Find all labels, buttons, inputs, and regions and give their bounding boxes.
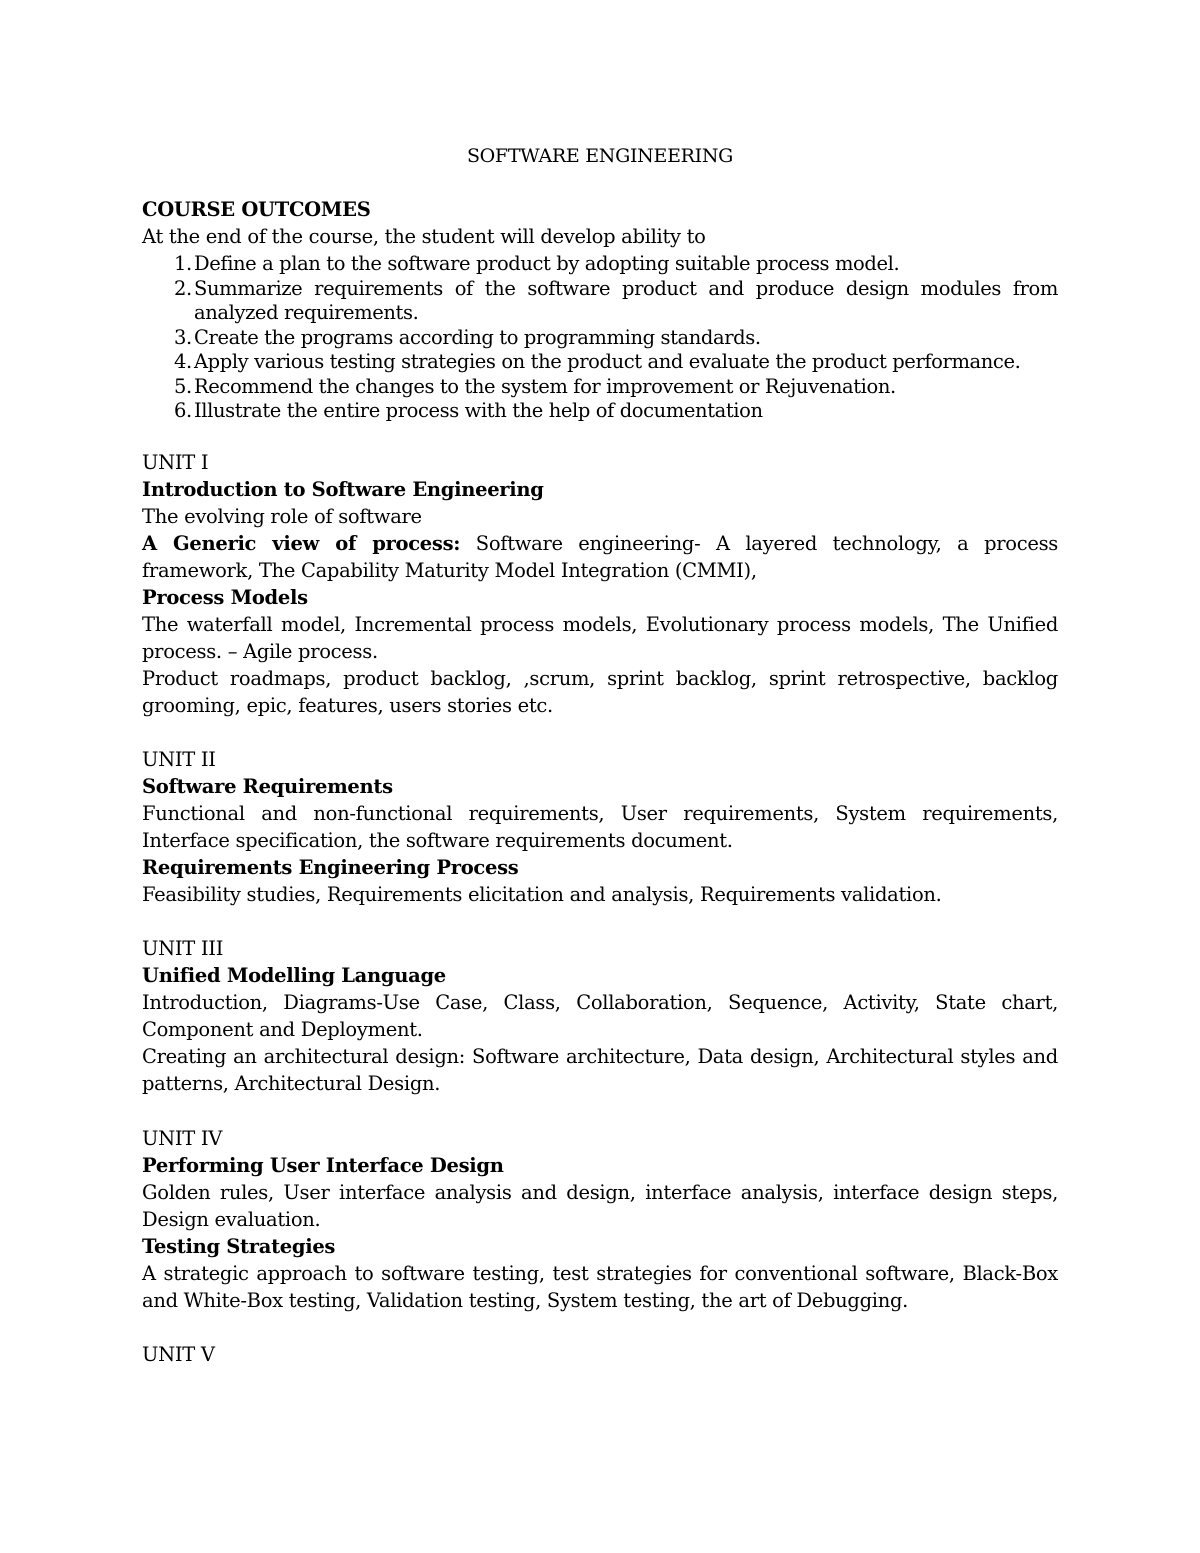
unit-1-generic-paragraph [142, 530, 1058, 584]
list-text: Apply various testing strategies on the product and evaluate the product performance. [194, 350, 1021, 373]
document-page [142, 0, 1058, 1553]
unit-1-line: The evolving role of software [142, 505, 422, 528]
agile-topics-text: Product roadmaps, product backlog, ,scrum, sprint backlog, sprint retrospective, backlog grooming, epic, features, users stories etc. [142, 667, 1058, 717]
generic-view-text: Software engineering- A layered technology, a process framework, The Capability Maturity Model Integration (CMMI), [142, 532, 1058, 582]
list-text: Illustrate the entire process with the help of documentation [194, 399, 763, 422]
page-title: SOFTWARE ENGINEERING [466, 145, 734, 167]
unit-2-text: Functional and non-functional requirements, User requirements, System requirements, Interface specification, the software requirements document. [142, 802, 1058, 852]
unit-4-text: Golden rules, User interface analysis and design, interface analysis, interface design steps, Design evaluation. [142, 1181, 1058, 1231]
outcomes-heading: COURSE OUTCOMES [142, 198, 371, 221]
generic-view-label: A Generic view of process: [142, 532, 461, 555]
list-item [142, 252, 1058, 277]
outcomes-intro: At the end of the course, the student will develop ability to [142, 225, 706, 248]
list-number: 6. [174, 399, 192, 422]
list-text: Create the programs according to programming standards. [194, 325, 761, 349]
unit-3-text: Introduction, Diagrams-Use Case, Class, Collaboration, Sequence, Activity, State chart, Component and Deployment. [142, 991, 1058, 1041]
unit-4-heading: Performing User Interface Design [142, 1154, 504, 1177]
process-models-heading: Process Models [142, 586, 308, 609]
list-number: 2. [174, 276, 192, 300]
unit-3-text-2: Creating an architectural design: Software architecture, Data design, Architectural styles and patterns, Architectural Design. [142, 1045, 1058, 1095]
unit-5-label: UNIT V [142, 1343, 215, 1366]
list-number: 4. [174, 350, 192, 373]
list-text: Summarize requirements of the software product and produce design modules from analyzed requirements. [194, 276, 1058, 324]
list-number: 1. [174, 252, 192, 275]
unit-3-label: UNIT III [142, 937, 224, 960]
outcomes-list [142, 252, 1058, 424]
list-item [142, 277, 1058, 326]
unit-2-label: UNIT II [142, 748, 216, 771]
unit-3-heading: Unified Modelling Language [142, 964, 446, 987]
list-item [142, 350, 1058, 375]
unit-4-text-2: A strategic approach to software testing, test strategies for conventional software, Black-Box and White-Box testing, Validation testing, System testing, the art of Debugging. [142, 1262, 1058, 1312]
unit-4-heading-2: Testing Strategies [142, 1235, 336, 1258]
unit-1-heading: Introduction to Software Engineering [142, 478, 544, 501]
process-models-text: The waterfall model, Incremental process models, Evolutionary process models, The Unified process. – Agile process. [142, 613, 1058, 663]
unit-2-heading-2: Requirements Engineering Process [142, 856, 519, 879]
list-item [142, 399, 1058, 424]
list-number: 5. [174, 374, 192, 398]
unit-2-heading: Software Requirements [142, 775, 393, 798]
list-item [142, 375, 1058, 400]
unit-4-label: UNIT IV [142, 1127, 223, 1150]
list-number: 3. [174, 325, 192, 349]
unit-1-label: UNIT I [142, 451, 209, 474]
list-item [142, 326, 1058, 351]
list-text: Recommend the changes to the system for improvement or Rejuvenation. [194, 374, 896, 398]
list-text: Define a plan to the software product by adopting suitable process model. [194, 252, 900, 275]
unit-2-text-2: Feasibility studies, Requirements elicitation and analysis, Requirements validation. [142, 883, 942, 906]
